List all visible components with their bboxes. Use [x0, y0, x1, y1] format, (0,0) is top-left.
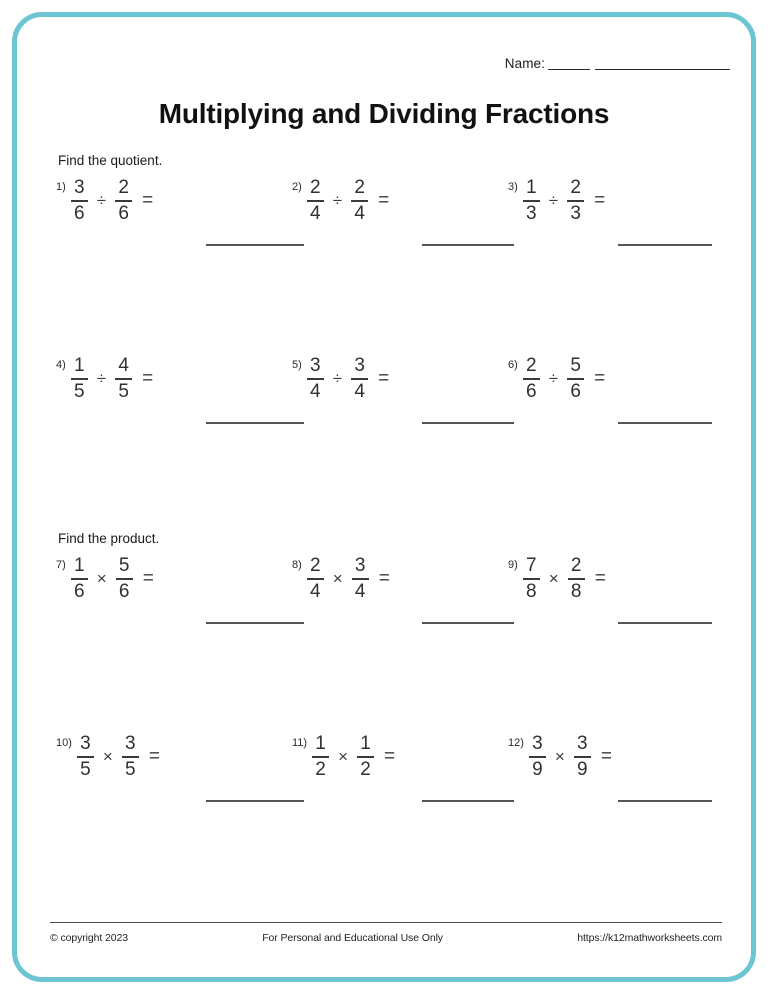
- fraction-second: [116, 556, 133, 601]
- denominator: 6: [118, 580, 130, 602]
- operator-multiply-icon: ×: [96, 569, 107, 589]
- page-title: Multiplying and Dividing Fractions: [158, 98, 610, 129]
- problem-expression: [71, 356, 153, 401]
- problem-4: [56, 356, 153, 426]
- numerator: 5: [570, 355, 581, 376]
- fraction-bar: [523, 378, 540, 380]
- numerator: 1: [315, 733, 326, 754]
- operator-divide-icon: ÷: [96, 369, 107, 389]
- problem-expression: [523, 556, 606, 601]
- answer-line-8[interactable]: [422, 622, 514, 624]
- problem-number: 5): [292, 359, 302, 371]
- fraction-second: [567, 178, 584, 223]
- answer-line-9[interactable]: [618, 622, 712, 624]
- problem-number: 10): [56, 737, 72, 749]
- fraction-bar: [568, 578, 585, 580]
- numerator: 1: [525, 177, 537, 198]
- equals-sign: =: [600, 746, 612, 768]
- worksheet-content: [30, 26, 738, 966]
- fraction-first: [523, 178, 540, 223]
- problem-expression: [523, 178, 605, 223]
- denominator: 6: [118, 202, 129, 224]
- numerator: 2: [525, 355, 537, 376]
- fraction-bar: [77, 756, 94, 758]
- numerator: 3: [80, 733, 91, 754]
- operator-multiply-icon: ×: [332, 569, 343, 589]
- fraction-bar: [574, 756, 591, 758]
- fraction-bar: [523, 200, 540, 202]
- numerator: 4: [118, 355, 129, 376]
- name-input-line-segment-1[interactable]: [548, 56, 590, 70]
- denominator: 6: [525, 380, 537, 402]
- numerator: 2: [570, 555, 582, 576]
- fraction-bar: [122, 756, 139, 758]
- answer-line-12[interactable]: [618, 800, 712, 802]
- problem-expression: [307, 556, 390, 601]
- operator-divide-icon: ÷: [548, 369, 559, 389]
- equals-sign: =: [142, 568, 154, 590]
- fraction-second: [568, 556, 585, 601]
- section-heading-quotient: Find the quotient.: [58, 153, 163, 168]
- problem-number: 11): [292, 737, 308, 749]
- fraction-first: [307, 178, 324, 223]
- problem-8: [292, 556, 390, 626]
- problem-row: [30, 178, 738, 248]
- problem-number: 2): [292, 181, 302, 193]
- fraction-bar: [115, 378, 132, 380]
- equals-sign: =: [142, 190, 154, 212]
- denominator: 3: [525, 202, 537, 224]
- operator-multiply-icon: ×: [554, 747, 565, 767]
- numerator: 7: [525, 555, 537, 576]
- problem-10: [56, 734, 160, 804]
- equals-sign: =: [142, 368, 154, 390]
- problem-number: 3): [508, 181, 518, 193]
- fraction-second: [351, 178, 368, 223]
- denominator: 5: [125, 758, 136, 780]
- numerator: 3: [354, 355, 365, 376]
- problem-number: 4): [56, 359, 66, 371]
- footer-divider: [50, 922, 722, 923]
- fraction-bar: [351, 378, 368, 380]
- operator-divide-icon: ÷: [332, 369, 343, 389]
- footer: [50, 932, 722, 944]
- numerator: 1: [73, 355, 85, 376]
- denominator: 6: [73, 202, 85, 224]
- numerator: 3: [125, 733, 136, 754]
- operator-divide-icon: ÷: [548, 191, 559, 211]
- denominator: 2: [360, 758, 371, 780]
- numerator: 2: [309, 177, 321, 198]
- problem-number: 7): [56, 559, 66, 571]
- name-input-line-segment-2[interactable]: [595, 56, 730, 70]
- denominator: 5: [80, 758, 91, 780]
- section-heading-product: Find the product.: [58, 531, 160, 546]
- problem-expression: [71, 556, 154, 601]
- answer-line-4[interactable]: [206, 422, 304, 424]
- problem-expression: [71, 178, 153, 223]
- fraction-bar: [352, 578, 369, 580]
- fraction-first: [71, 556, 88, 601]
- answer-line-1[interactable]: [206, 244, 304, 246]
- fraction-first: [312, 734, 329, 779]
- fraction-first: [529, 734, 546, 779]
- fraction-second: [122, 734, 139, 779]
- equals-sign: =: [378, 190, 390, 212]
- answer-line-3[interactable]: [618, 244, 712, 246]
- fraction-first: [523, 356, 540, 401]
- fraction-first: [71, 178, 88, 223]
- denominator: 6: [73, 580, 85, 602]
- problem-expression: [77, 734, 160, 779]
- fraction-bar: [307, 378, 324, 380]
- problem-number: 8): [292, 559, 302, 571]
- problem-expression: [307, 356, 389, 401]
- denominator: 4: [309, 580, 321, 602]
- numerator: 2: [570, 177, 581, 198]
- fraction-bar: [351, 200, 368, 202]
- equals-sign: =: [594, 368, 606, 390]
- operator-divide-icon: ÷: [96, 191, 107, 211]
- problem-1: [56, 178, 153, 248]
- operator-multiply-icon: ×: [102, 747, 113, 767]
- fraction-first: [523, 556, 540, 601]
- fraction-bar: [71, 378, 88, 380]
- fraction-bar: [567, 200, 584, 202]
- denominator: 5: [73, 380, 85, 402]
- problem-expression: [523, 356, 605, 401]
- fraction-bar: [307, 578, 324, 580]
- denominator: 4: [309, 202, 321, 224]
- footer-website-link[interactable]: https://k12mathworksheets.com: [577, 932, 722, 944]
- problem-expression: [307, 178, 389, 223]
- equals-sign: =: [378, 368, 390, 390]
- numerator: 5: [118, 555, 130, 576]
- fraction-second: [115, 178, 132, 223]
- denominator: 4: [309, 380, 321, 402]
- denominator: 9: [532, 758, 543, 780]
- footer-usage-note: For Personal and Educational Use Only: [262, 932, 443, 944]
- problem-number: 6): [508, 359, 518, 371]
- fraction-bar: [71, 578, 88, 580]
- problem-expression: [312, 734, 395, 779]
- fraction-bar: [307, 200, 324, 202]
- fraction-bar: [312, 756, 329, 758]
- fraction-first: [71, 356, 88, 401]
- numerator: 3: [577, 733, 588, 754]
- fraction-bar: [357, 756, 374, 758]
- operator-divide-icon: ÷: [332, 191, 343, 211]
- answer-line-5[interactable]: [422, 422, 514, 424]
- denominator: 2: [315, 758, 326, 780]
- equals-sign: =: [384, 746, 396, 768]
- fraction-bar: [529, 756, 546, 758]
- problem-3: [508, 178, 605, 248]
- fraction-bar: [71, 200, 88, 202]
- denominator: 4: [354, 580, 366, 602]
- denominator: 6: [570, 380, 581, 402]
- denominator: 4: [354, 202, 365, 224]
- fraction-bar: [523, 578, 540, 580]
- fraction-first: [307, 556, 324, 601]
- denominator: 4: [354, 380, 365, 402]
- fraction-first: [77, 734, 94, 779]
- fraction-bar: [115, 200, 132, 202]
- numerator: 1: [360, 733, 371, 754]
- footer-copyright: © copyright 2023: [50, 932, 128, 944]
- fraction-bar: [116, 578, 133, 580]
- problem-expression: [529, 734, 612, 779]
- answer-line-11[interactable]: [422, 800, 514, 802]
- fraction-bar: [567, 378, 584, 380]
- problem-11: [292, 734, 395, 804]
- fraction-second: [567, 356, 584, 401]
- numerator: 2: [309, 555, 321, 576]
- problem-6: [508, 356, 605, 426]
- fraction-second: [352, 556, 369, 601]
- numerator: 2: [118, 177, 129, 198]
- problem-number: 1): [56, 181, 66, 193]
- answer-line-6[interactable]: [618, 422, 712, 424]
- name-field[interactable]: [505, 56, 730, 70]
- numerator: 3: [73, 177, 85, 198]
- denominator: 8: [525, 580, 537, 602]
- fraction-second: [115, 356, 132, 401]
- problem-2: [292, 178, 389, 248]
- denominator: 9: [577, 758, 588, 780]
- problem-5: [292, 356, 389, 426]
- equals-sign: =: [378, 568, 390, 590]
- problem-9: [508, 556, 606, 626]
- answer-line-7[interactable]: [206, 622, 304, 624]
- problem-number: 9): [508, 559, 518, 571]
- answer-line-2[interactable]: [422, 244, 514, 246]
- numerator: 3: [532, 733, 543, 754]
- equals-sign: =: [594, 190, 606, 212]
- operator-multiply-icon: ×: [338, 747, 349, 767]
- numerator: 3: [309, 355, 321, 376]
- fraction-second: [357, 734, 374, 779]
- problem-12: [508, 734, 612, 804]
- problem-row: [30, 356, 738, 426]
- equals-sign: =: [594, 568, 606, 590]
- denominator: 5: [118, 380, 129, 402]
- name-label: Name:: [504, 55, 545, 71]
- denominator: 8: [570, 580, 582, 602]
- problem-row: [30, 556, 738, 626]
- problem-number: 12): [508, 737, 524, 749]
- problem-7: [56, 556, 154, 626]
- numerator: 2: [354, 177, 365, 198]
- fraction-second: [351, 356, 368, 401]
- numerator: 1: [73, 555, 85, 576]
- operator-multiply-icon: ×: [548, 569, 559, 589]
- problem-row: [30, 734, 738, 804]
- fraction-second: [574, 734, 591, 779]
- answer-line-10[interactable]: [206, 800, 304, 802]
- equals-sign: =: [148, 746, 160, 768]
- fraction-first: [307, 356, 324, 401]
- numerator: 3: [354, 555, 366, 576]
- denominator: 3: [570, 202, 581, 224]
